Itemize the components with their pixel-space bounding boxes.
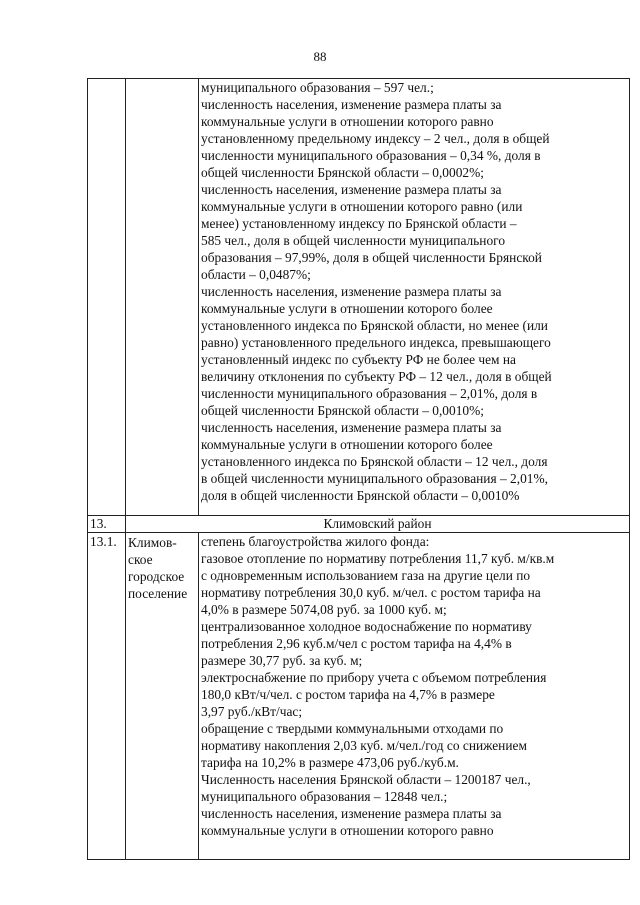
text-line: степень благоустройства жилого фонда:: [201, 534, 430, 549]
text-line: тарифа на 10,2% в размере 473,06 руб./куб.м.: [201, 755, 459, 770]
text-line: общей численности Брянской области – 0,0010%;: [201, 403, 484, 418]
page-number: 88: [313, 49, 327, 64]
text-line: доля в общей численности Брянской области – 0,0010%: [201, 488, 520, 503]
text-line: численность населения, изменение размера платы за: [201, 806, 502, 821]
text-line: ское: [128, 552, 153, 567]
text-line: коммунальные услуги в отношении которого более: [201, 301, 493, 316]
text-line: численности муниципального образования – 0,34 %, доля в: [201, 148, 541, 163]
text-line: образования – 97,99%, доля в общей численности Брянской: [201, 250, 542, 265]
text-line: централизованное холодное водоснабжение по нормативу: [201, 619, 532, 634]
text-line: общей численности Брянской области – 0,0002%;: [201, 165, 484, 180]
text-line: Численность населения Брянской области – 1200187 чел.,: [201, 772, 531, 787]
text-line: численность населения, изменение размера платы за: [201, 182, 502, 197]
text-line: установленного индекса по Брянской области, но менее (или: [201, 318, 548, 333]
table-row: [88, 79, 630, 516]
text-line: установленному предельному индексу – 2 чел., доля в общей: [201, 131, 550, 146]
text-line: численности муниципального образования – 2,01%, доля в: [201, 386, 538, 401]
text-line: потребления 2,96 куб.м/чел с ростом тарифа на 4,4% в: [201, 636, 512, 651]
district-title: Климовский район: [126, 516, 630, 533]
text-line: установленный индекс по субъекту РФ не более чем на: [201, 352, 516, 367]
text-line: области – 0,0487%;: [201, 267, 311, 282]
row-number-cell: 13.1.: [88, 533, 126, 860]
text-line: поселение: [128, 586, 188, 601]
table-row: [88, 516, 630, 533]
text-line: величину отклонения по субъекту РФ – 12 чел., доля в общей: [201, 369, 552, 384]
text-line: 180,0 кВт/ч/чел. с ростом тарифа на 4,7% в размере: [201, 687, 495, 702]
text-line: 3,97 руб./кВт/час;: [201, 704, 303, 719]
text-line: численность населения, изменение размера платы за: [201, 420, 502, 435]
text-line: численность населения, изменение размера платы за: [201, 97, 502, 112]
text-line: установленного индекса по Брянской области – 12 чел., доля: [201, 454, 548, 469]
row-number-cell: 13.: [88, 516, 126, 533]
text-line: коммунальные услуги в отношении которого равно: [201, 823, 494, 838]
text-line: нормативу накопления 2,03 куб. м/чел./год со снижением: [201, 738, 527, 753]
text-line: электроснабжение по прибору учета с объемом потребления: [201, 670, 547, 685]
text-line: 585 чел., доля в общей численности муниципального: [201, 233, 506, 248]
text-line: газовое отопление по нормативу потребления 11,7 куб. м/кв.м: [201, 551, 555, 566]
settlement-name-cell: [126, 79, 199, 516]
table-row: [88, 533, 630, 860]
text-line: коммунальные услуги в отношении которого равно: [201, 114, 494, 129]
text-line: размере 30,77 руб. за куб. м;: [201, 653, 363, 668]
document-table: [87, 78, 630, 860]
text-line: с одновременным использованием газа на другие цели по: [201, 568, 531, 583]
content-cell: [199, 79, 630, 516]
text-line: численность населения, изменение размера платы за: [201, 284, 502, 299]
text-line: обращение с твердыми коммунальными отходами по: [201, 721, 504, 736]
row-number-cell: [88, 79, 126, 516]
text-line: муниципального образования – 597 чел.;: [201, 80, 434, 95]
text-line: 4,0% в размере 5074,08 руб. за 1000 куб. м;: [201, 602, 447, 617]
text-line: в общей численности муниципального образования – 2,01%,: [201, 471, 548, 486]
content-cell: [199, 533, 630, 860]
text-line: коммунальные услуги в отношении которого более: [201, 437, 493, 452]
text-line: городское: [128, 569, 185, 584]
text-line: муниципального образования – 12848 чел.;: [201, 789, 448, 804]
text-line: Климов-: [128, 535, 177, 550]
text-line: менее) установленному индексу по Брянской области –: [201, 216, 517, 231]
text-line: нормативу потребления 30,0 куб. м/чел. с ростом тарифа на: [201, 585, 541, 600]
text-line: равно) установленного предельного индекса, превышающего: [201, 335, 551, 350]
text-line: коммунальные услуги в отношении которого равно (или: [201, 199, 523, 214]
settlement-name-cell: [126, 533, 199, 860]
